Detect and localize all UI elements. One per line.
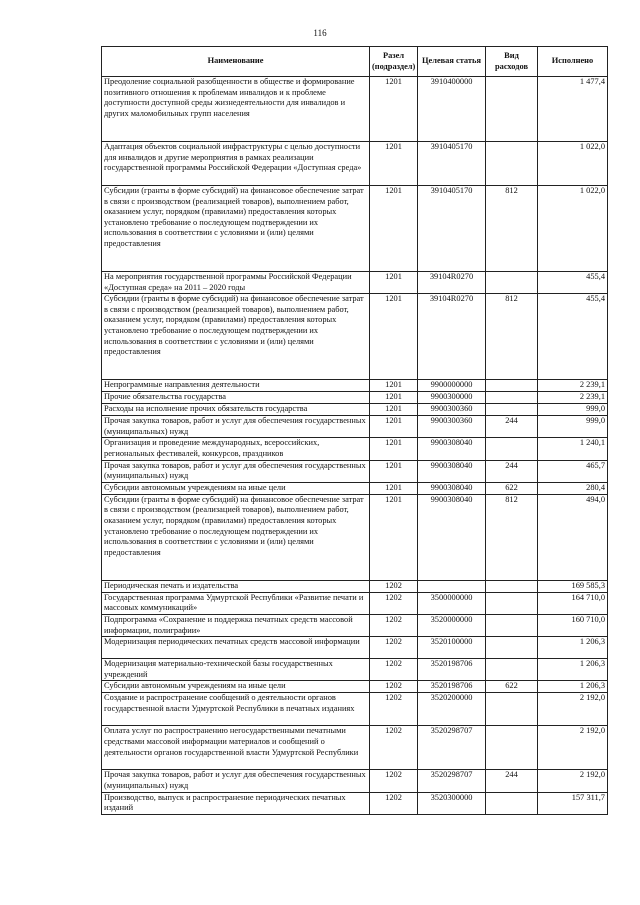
table-row [102,294,608,380]
cell-kind [486,142,538,186]
cell-section: 1202 [370,592,418,614]
table-row [102,580,608,592]
table-row [102,614,608,636]
cell-name: Прочая закупка товаров, работ и услуг для обеспечения государственных (муниципальных) нужд [102,770,370,792]
cell-kind [486,580,538,592]
cell-name: Прочие обязательства государства [102,392,370,404]
cell-name: Субсидии (гранты в форме субсидий) на финансовое обеспечение затрат в связи с производством (реализацией товаров), выполнением работ, оказанием услуг, порядком (правилами) предоставления которых установлено требование о последующем подтверждении их использования в соответствии с условиями и (или) целями предоставления [102,294,370,380]
cell-kind [486,77,538,142]
table-row [102,637,608,659]
cell-kind [486,659,538,681]
table-row [102,770,608,792]
header-kind: Вид расходов [486,47,538,77]
cell-article: 3520100000 [418,637,486,659]
cell-section: 1201 [370,460,418,482]
cell-executed: 1 206,3 [538,681,608,693]
table-row [102,392,608,404]
cell-article: 3910405170 [418,186,486,272]
cell-executed: 1 240,1 [538,438,608,460]
cell-executed: 2 192,0 [538,726,608,770]
cell-section: 1201 [370,272,418,294]
cell-section: 1201 [370,380,418,392]
table-row [102,494,608,580]
cell-section: 1201 [370,186,418,272]
table-row [102,77,608,142]
cell-kind [486,404,538,416]
cell-article: 9900308040 [418,438,486,460]
cell-name: Создание и распространение сообщений о деятельности органов государственной власти Удмуртской Республики в печатных изданиях [102,693,370,726]
cell-section: 1201 [370,294,418,380]
cell-article: 3520200000 [418,693,486,726]
cell-article: 9900308040 [418,482,486,494]
cell-kind [486,614,538,636]
cell-article: 3910400000 [418,77,486,142]
cell-name: Субсидии автономным учреждениям на иные цели [102,482,370,494]
cell-executed: 999,0 [538,416,608,438]
table-row [102,460,608,482]
cell-article: 3910405170 [418,142,486,186]
cell-section: 1201 [370,77,418,142]
cell-executed: 465,7 [538,460,608,482]
cell-executed: 2 239,1 [538,380,608,392]
cell-name: Субсидии (гранты в форме субсидий) на финансовое обеспечение затрат в связи с производством (реализацией товаров), выполнением работ, оказанием услуг, порядком (правилами) предоставления которых установлено требование о последующем подтверждении их использования в соответствии с условиями и (или) целями предоставления [102,494,370,580]
cell-executed: 164 710,0 [538,592,608,614]
cell-kind [486,380,538,392]
cell-kind: 812 [486,294,538,380]
cell-section: 1202 [370,580,418,592]
cell-section: 1202 [370,693,418,726]
cell-name: Модернизация периодических печатных средств массовой информации [102,637,370,659]
cell-section: 1202 [370,770,418,792]
cell-executed: 999,0 [538,404,608,416]
table-row [102,659,608,681]
table-row [102,438,608,460]
table-row [102,726,608,770]
table-row [102,272,608,294]
cell-executed: 2 239,1 [538,392,608,404]
cell-section: 1201 [370,438,418,460]
cell-article: 3500000000 [418,592,486,614]
cell-executed: 494,0 [538,494,608,580]
cell-kind: 812 [486,186,538,272]
table-row [102,142,608,186]
cell-name: Субсидии автономным учреждениям на иные цели [102,681,370,693]
cell-executed: 157 311,7 [538,792,608,814]
table-row [102,416,608,438]
cell-kind [486,726,538,770]
cell-name: Прочая закупка товаров, работ и услуг для обеспечения государственных (муниципальных) нужд [102,460,370,482]
cell-name: Расходы на исполнение прочих обязательств государства [102,404,370,416]
budget-table [101,46,608,815]
cell-executed: 1 206,3 [538,659,608,681]
cell-article: 9900000000 [418,380,486,392]
cell-article: 3520298707 [418,726,486,770]
cell-kind [486,792,538,814]
cell-article: 39104R0270 [418,294,486,380]
cell-article: 3520300000 [418,792,486,814]
cell-kind [486,693,538,726]
cell-article: 39104R0270 [418,272,486,294]
table-row [102,681,608,693]
cell-article: 3520198706 [418,659,486,681]
table-row [102,380,608,392]
cell-article: 9900308040 [418,460,486,482]
cell-executed: 2 192,0 [538,693,608,726]
cell-article: 9900308040 [418,494,486,580]
cell-name: Преодоление социальной разобщенности в обществе и формирование позитивного отношения к проблемам инвалидов и к проблеме доступности доступной среды жизнедеятельности для инвалидов и других маломобильных групп населения [102,77,370,142]
cell-section: 1201 [370,142,418,186]
cell-name: Оплата услуг по распространению негосударственными печатными средствами массовой информации материалов и сообщений о деятельности органов государственной власти Удмуртской Республики [102,726,370,770]
cell-executed: 1 022,0 [538,142,608,186]
cell-name: Субсидии (гранты в форме субсидий) на финансовое обеспечение затрат в связи с производством (реализацией товаров), выполнением работ, оказанием услуг, порядком (правилами) предоставления которых установлено требование о последующем подтверждении их использования в соответствии с условиями и (или) целями предоставления [102,186,370,272]
cell-name: Государственная программа Удмуртской Республики «Развитие печати и массовых коммуникаций» [102,592,370,614]
header-section: Разел (подраздел) [370,47,418,77]
table-header-row [102,47,608,77]
cell-executed: 1 022,0 [538,186,608,272]
cell-name: Непрограммные направления деятельности [102,380,370,392]
cell-section: 1201 [370,404,418,416]
cell-article: 3520000000 [418,614,486,636]
cell-kind [486,637,538,659]
cell-kind: 812 [486,494,538,580]
cell-executed: 280,4 [538,482,608,494]
cell-executed: 169 585,3 [538,580,608,592]
cell-kind [486,592,538,614]
cell-kind: 244 [486,770,538,792]
cell-section: 1201 [370,482,418,494]
cell-name: Организация и проведение международных, всероссийских, региональных фестивалей, конкурсов, праздников [102,438,370,460]
cell-executed: 455,4 [538,272,608,294]
table-row [102,186,608,272]
cell-section: 1201 [370,494,418,580]
cell-name: Адаптация объектов социальной инфраструктуры с целью доступности для инвалидов и другие мероприятия в рамках реализации государственной программы Российской Федерации «Доступная среда» [102,142,370,186]
cell-kind [486,392,538,404]
cell-section: 1202 [370,637,418,659]
cell-article: 3520198706 [418,681,486,693]
cell-section: 1202 [370,659,418,681]
cell-kind: 622 [486,681,538,693]
cell-section: 1202 [370,681,418,693]
cell-executed: 160 710,0 [538,614,608,636]
table-row [102,693,608,726]
cell-article: 9900300000 [418,392,486,404]
cell-executed: 2 192,0 [538,770,608,792]
table-row [102,482,608,494]
cell-name: Прочая закупка товаров, работ и услуг для обеспечения государственных (муниципальных) нужд [102,416,370,438]
cell-kind [486,272,538,294]
table-row [102,592,608,614]
cell-name: Подпрограмма «Сохранение и поддержка печатных средств массовой информации, полиграфии» [102,614,370,636]
header-name: Наименование [102,47,370,77]
cell-section: 1202 [370,792,418,814]
cell-executed: 1 206,3 [538,637,608,659]
cell-name: Модернизация материально-технической базы государственных учреждений [102,659,370,681]
table-row [102,404,608,416]
page-number: 116 [313,28,327,38]
cell-article: 3520298707 [418,770,486,792]
header-executed: Исполнено [538,47,608,77]
cell-kind: 622 [486,482,538,494]
header-article: Целевая статья [418,47,486,77]
cell-kind: 244 [486,460,538,482]
cell-name: Производство, выпуск и распространение периодических печатных изданий [102,792,370,814]
cell-executed: 1 477,4 [538,77,608,142]
cell-article [418,580,486,592]
cell-name: Периодическая печать и издательства [102,580,370,592]
cell-article: 9900300360 [418,404,486,416]
cell-kind: 244 [486,416,538,438]
cell-executed: 455,4 [538,294,608,380]
cell-section: 1201 [370,392,418,404]
table-row [102,792,608,814]
cell-section: 1201 [370,416,418,438]
cell-kind [486,438,538,460]
cell-article: 9900300360 [418,416,486,438]
cell-section: 1202 [370,726,418,770]
cell-name: На мероприятия государственной программы Российской Федерации «Доступная среда» на 2011 – 2020 годы [102,272,370,294]
cell-section: 1202 [370,614,418,636]
